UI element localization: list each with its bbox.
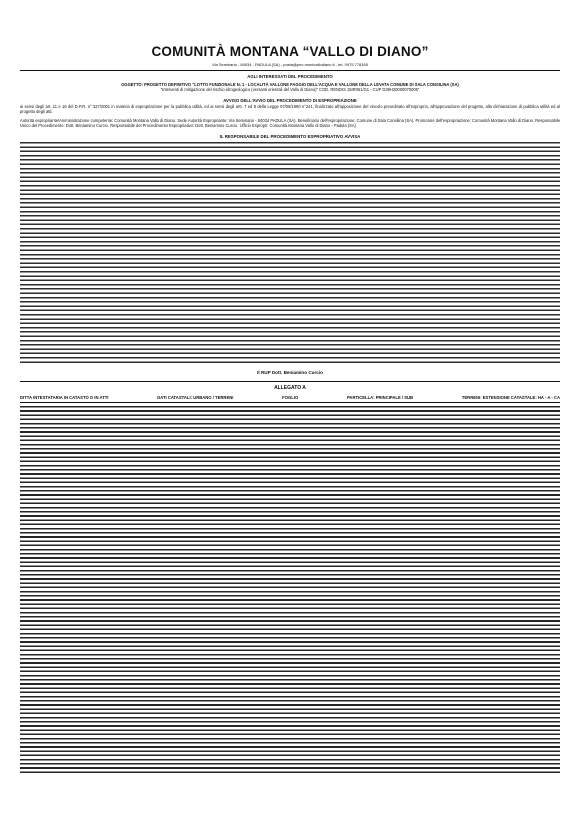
column-particella: PARTICELLA: PRINCIPALE / SUB: [346, 395, 414, 400]
section-divider: [20, 381, 560, 382]
allegato-heading: ALLEGATO A: [274, 385, 306, 391]
object-line-2: “Interventi di mitigazione del rischio idrogeologico (versanti orientali del Vallo di Diano)” COD. RENDIS 15IR061/G1 - CUP D39H20000070005”: [160, 87, 420, 92]
object-line: OGGETTO: PROGETTO DEFINITIVO “LOTTO FUNZIONALE N. 1 - LOCALITÀ VALLONE FAGGIO DELL'ACQUA E VALLONE DELLA LEVATA COMUNE DI SALA CONSILINA (SA): [121, 82, 459, 87]
header-address: Via Seminario - 84034 - PADULA (SA) - posta@pec.montvallodiano.it - tel. 0975 778165: [212, 62, 368, 67]
column-ditta: DITTA INTESTATARIA IN CATASTO O IN ATTI: [20, 395, 109, 400]
notice-body-text: [20, 142, 560, 365]
header-divider: [20, 70, 560, 71]
allegato-columns: [20, 395, 560, 400]
section-heading: IL RESPONSABILE DEL PROCEDIMENTO ESPROPRIATIVO AVVISA: [219, 134, 361, 139]
avviso-heading: AVVISO DELL'AVVIO DEL PROCEDIMENTO DI ESPROPRIAZIONE: [223, 98, 357, 103]
recipients-heading: AGLI INTERESSATI DEL PROCEDIMENTO: [247, 74, 333, 79]
column-dati-catastali: DATI CATASTALI: URBANO / TERRENI: [157, 395, 234, 400]
columns-divider: [20, 402, 560, 403]
column-foglio: FOGLIO: [282, 395, 299, 400]
document-header: [20, 44, 560, 67]
column-estensione: TERRENI: ESTENSIONE CATASTALE: HA - A - CA: [461, 395, 560, 400]
authority-text: Autorità espropriante/Amministrazione competente: Comunità Montana Vallo di Diano. Sede Autorità Espropriante: Via Seminario - 84034 PADULA (SA). Beneficiario dell'espropriazione: Comune di Sala Consilina (SA). Promotore dell'espropriazione: Comunità Montana Vallo di Diano. Responsabile Unico del Procedimento: Dott. Beniamino Curcio. Responsabile del Procedimento Espropriativo: Dott. Beniamino Curcio. Ufficio Espropri: Comunità Montana Vallo di Diano - Padula (SA): [20, 118, 560, 128]
page-title: COMUNITÀ MONTANA “VALLO DI DIANO”: [151, 44, 429, 59]
signature: Il RUP Dott. Beniamino Curcio: [257, 370, 323, 375]
avviso-text: ai sensi degli art. 11 e 16 del D.P.R. n° 327/2001 in materia di espropriazione per la pubblica utilità, ed ai sensi degli artt. 7 ed 8 della Legge 07/08/1990 n°241, finalizzato all'apposizione del vincolo preordinato all'esproprio, all'approvazione del progetto, alla dichiarazione di pubblica utilità ed al progetto degli atti.: [20, 104, 560, 114]
allegato-table-text: [20, 406, 560, 774]
